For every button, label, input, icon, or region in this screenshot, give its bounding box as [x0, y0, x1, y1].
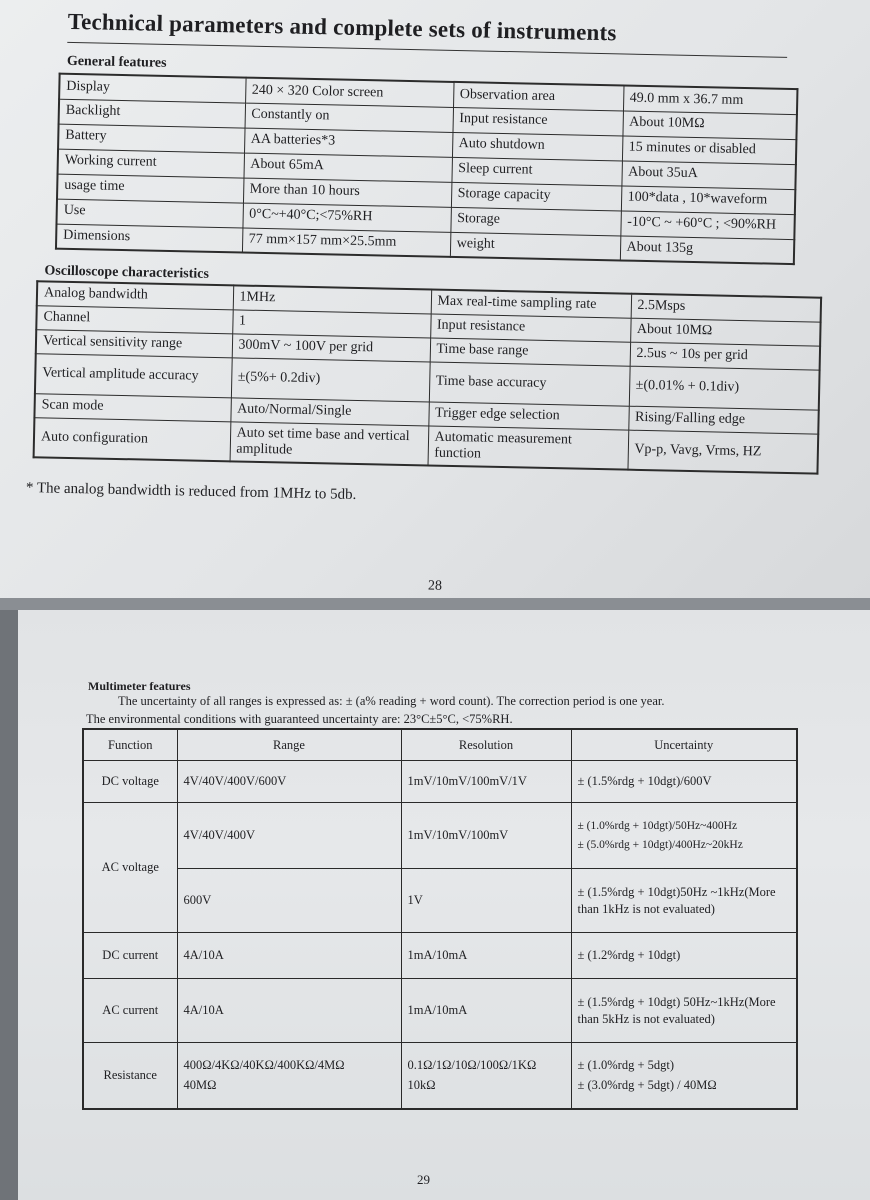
param-name-cell: Channel — [36, 305, 232, 333]
param-value-cell: 2.5Msps — [631, 294, 821, 322]
param-name-cell: Sleep current — [451, 157, 621, 186]
param-value-cell: About 135g — [620, 235, 794, 264]
oscilloscope-heading: Oscilloscope characteristics — [44, 263, 210, 282]
function-ac-voltage: AC voltage — [83, 803, 177, 933]
param-value-cell: Constantly on — [245, 103, 453, 132]
param-name-cell: Display — [59, 74, 245, 103]
param-value-cell: About 10MΩ — [622, 110, 796, 139]
param-name-cell: Input resistance — [452, 107, 622, 136]
param-name-cell: Auto shutdown — [452, 132, 622, 161]
table-row — [83, 1043, 797, 1109]
uncertainty-line: ± (5.0%rdg + 10dgt)/400Hz~20kHz — [577, 838, 743, 851]
range-line: 400Ω/4KΩ/40KΩ/400KΩ/4MΩ — [183, 1058, 345, 1072]
param-name-cell: Max real-time sampling rate — [431, 290, 631, 318]
manual-page-28 — [0, 0, 870, 598]
uncertainty-cell: ± (1.5%rdg + 10dgt) 50Hz~1kHz(More than 5kHz is not evaluated) — [571, 979, 797, 1043]
param-name-cell: Battery — [58, 124, 244, 153]
resolution-cell: 1mA/10mA — [401, 933, 571, 979]
param-name-cell: Automatic measurement function — [428, 425, 629, 469]
environment-note: The environmental conditions with guaranteed uncertainty are: 23°C±5°C, <75%RH. — [86, 712, 513, 726]
param-value-cell: About 35uA — [621, 160, 795, 189]
function-dc-current: DC current — [83, 933, 177, 979]
multimeter-table — [82, 728, 798, 1110]
table-row — [83, 933, 797, 979]
param-value-cell: Auto set time base and vertical amplitude — [230, 421, 429, 465]
param-name-cell: Trigger edge selection — [428, 401, 628, 429]
bandwidth-note: * The analog bandwidth is reduced from 1MHz to 5db. — [25, 480, 357, 503]
param-name-cell: Scan mode — [34, 393, 230, 421]
uncertainty-line: ± (3.0%rdg + 5dgt) / 40MΩ — [577, 1078, 717, 1093]
title-rule — [67, 42, 787, 58]
range-cell: 4A/10A — [177, 933, 401, 979]
function-dc-voltage: DC voltage — [83, 761, 177, 803]
param-name-cell: Backlight — [59, 99, 245, 128]
table-row — [83, 803, 797, 869]
uncertainty-line: ± (1.0%rdg + 5dgt) — [577, 1058, 675, 1072]
resolution-cell: 1mV/10mV/100mV/1V — [401, 761, 571, 803]
param-name-cell: usage time — [57, 174, 243, 203]
uncertainty-cell — [571, 803, 797, 869]
param-value-cell: 1 — [232, 309, 430, 337]
resolution-cell: 1mA/10mA — [401, 979, 571, 1043]
header-uncertainty: Uncertainty — [571, 729, 797, 761]
param-name-cell: Auto configuration — [34, 417, 231, 461]
table-header-row — [83, 729, 797, 761]
param-name-cell: Time base accuracy — [429, 361, 630, 405]
param-value-cell: AA batteries*3 — [244, 128, 452, 157]
uncertainty-cell: ± (1.5%rdg + 10dgt)/600V — [571, 761, 797, 803]
uncertainty-cell — [571, 1043, 797, 1109]
range-cell: 4A/10A — [177, 979, 401, 1043]
param-name-cell: Storage — [450, 207, 620, 236]
param-name-cell: Input resistance — [430, 314, 630, 342]
page-number: 29 — [417, 1172, 430, 1187]
param-value-cell: 100*data , 10*waveform — [621, 185, 795, 214]
oscilloscope-table — [33, 280, 823, 474]
param-value-cell: -10°C ~ +60°C ; <90%RH — [620, 210, 794, 239]
general-features-heading: General features — [66, 53, 167, 71]
param-name-cell: Observation area — [453, 82, 623, 111]
table-row — [83, 979, 797, 1043]
param-value-cell: 240 × 320 Color screen — [245, 78, 453, 107]
page-title: Technical parameters and complete sets of instruments — [67, 8, 617, 46]
uncertainty-line: ± (1.0%rdg + 10dgt)/50Hz~400Hz — [577, 819, 738, 832]
function-ac-current: AC current — [83, 979, 177, 1043]
general-features-table — [55, 73, 799, 265]
header-range: Range — [177, 729, 401, 761]
param-value-cell: 300mV ~ 100V per grid — [232, 333, 430, 361]
param-name-cell: weight — [450, 232, 620, 261]
resolution-cell — [401, 1043, 571, 1109]
table-row — [83, 761, 797, 803]
param-name-cell: Vertical sensitivity range — [36, 329, 232, 357]
param-name-cell: Dimensions — [56, 224, 242, 253]
multimeter-heading: Multimeter features — [88, 679, 191, 693]
param-name-cell: Analog bandwidth — [37, 281, 233, 309]
param-name-cell: Time base range — [430, 337, 630, 365]
param-value-cell: About 10MΩ — [630, 318, 820, 346]
param-name-cell: Vertical amplitude accuracy — [35, 353, 232, 397]
param-value-cell: ±(0.01% + 0.1div) — [629, 366, 820, 410]
page-number: 28 — [427, 578, 443, 594]
param-value-cell: 1MHz — [233, 285, 431, 313]
uncertainty-note: The uncertainty of all ranges is expressed as: ± (a% reading + word count). The correction period is one year. — [118, 694, 665, 708]
uncertainty-cell: ± (1.5%rdg + 10dgt)50Hz ~1kHz(More than 1kHz is not evaluated) — [571, 869, 797, 933]
function-resistance: Resistance — [83, 1043, 177, 1109]
table-row — [83, 869, 797, 933]
range-cell: 4V/40V/400V/600V — [177, 761, 401, 803]
param-value-cell: About 65mA — [243, 153, 451, 182]
param-value-cell: Auto/Normal/Single — [230, 397, 428, 425]
param-name-cell: Working current — [58, 149, 244, 178]
param-value-cell: Rising/Falling edge — [628, 406, 818, 434]
resolution-cell: 1V — [401, 869, 571, 933]
param-value-cell: ±(5%+ 0.2div) — [231, 357, 430, 401]
range-cell — [177, 1043, 401, 1109]
page-gap — [0, 598, 870, 610]
param-value-cell: 49.0 mm x 36.7 mm — [623, 85, 797, 114]
param-value-cell: 0°C~+40°C;<75%RH — [242, 203, 450, 232]
header-function: Function — [83, 729, 177, 761]
param-name-cell: Storage capacity — [451, 182, 621, 211]
param-value-cell: 15 minutes or disabled — [622, 135, 796, 164]
range-cell: 600V — [177, 869, 401, 933]
header-resolution: Resolution — [401, 729, 571, 761]
param-value-cell: More than 10 hours — [243, 178, 451, 207]
resolution-line: 10kΩ — [407, 1078, 436, 1093]
manual-page-29 — [18, 610, 870, 1200]
param-value-cell: 77 mm×157 mm×25.5mm — [242, 228, 450, 257]
range-cell: 4V/40V/400V — [177, 803, 401, 869]
param-name-cell: Use — [56, 199, 242, 228]
range-line: 40MΩ — [183, 1078, 217, 1093]
resolution-cell: 1mV/10mV/100mV — [401, 803, 571, 869]
param-value-cell: 2.5us ~ 10s per grid — [630, 342, 820, 370]
resolution-line: 0.1Ω/1Ω/10Ω/100Ω/1KΩ — [407, 1058, 537, 1072]
uncertainty-cell: ± (1.2%rdg + 10dgt) — [571, 933, 797, 979]
param-value-cell: Vp-p, Vavg, Vrms, HZ — [627, 430, 818, 474]
